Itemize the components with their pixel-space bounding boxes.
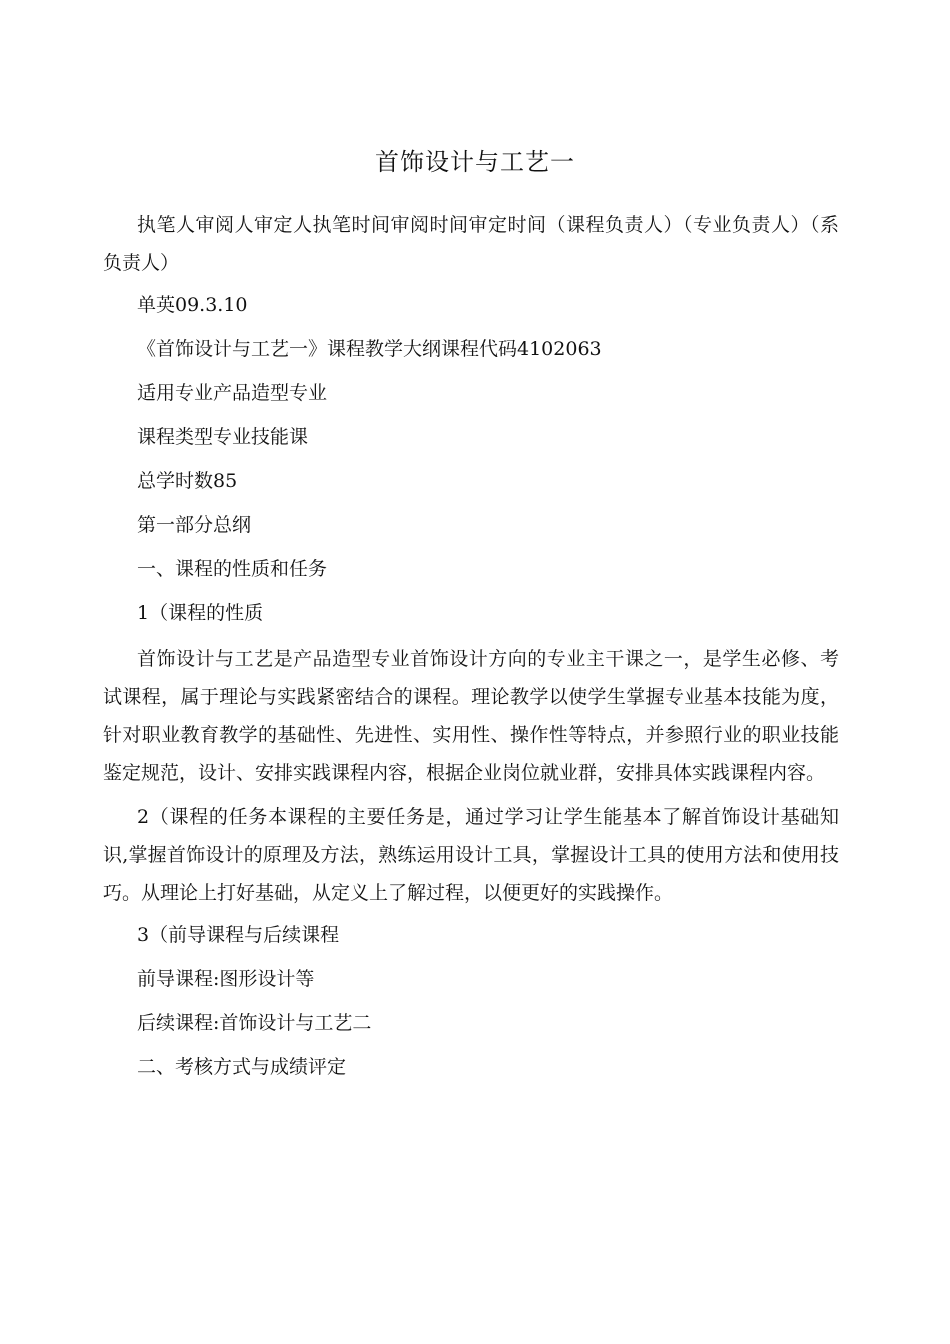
paragraph-total-hours: 总学时数85: [137, 470, 238, 492]
heading-section-two: 二、考核方式与成绩评定: [137, 1056, 347, 1078]
paragraph-author-date: 单英09.3.10: [137, 294, 248, 316]
heading-course-nature: 1（课程的性质: [137, 602, 264, 624]
document-title: 首饰设计与工艺一: [375, 148, 575, 176]
paragraph-course-type: 课程类型专业技能课: [137, 426, 309, 448]
paragraph-major: 适用专业产品造型专业: [137, 382, 328, 404]
paragraph-prior-course: 前导课程:图形设计等: [137, 968, 315, 990]
paragraph-course-task: 2（课程的任务本课程的主要任务是，通过学习让学生能基本了解首饰设计基础知识,掌握首饰设计的原理及方法，熟练运用设计工具，掌握设计工具的使用方法和使用技巧。从理论上打好基础，从定义上了解过程，以便更好的实践操作。: [103, 806, 839, 904]
heading-prerequisites: 3（前导课程与后续课程: [137, 924, 340, 946]
document-body: [103, 206, 839, 1094]
paragraph-course-code: 《首饰设计与工艺一》课程教学大纲课程代码4102063: [137, 338, 602, 360]
paragraph-authors: 执笔人审阅人审定人执笔时间审阅时间审定时间（课程负责人）（专业负责人）（系负责人）: [103, 214, 839, 274]
paragraph-course-nature: 首饰设计与工艺是产品造型专业首饰设计方向的专业主干课之一，是学生必修、考试课程，属于理论与实践紧密结合的课程。理论教学以使学生掌握专业基本技能为度，针对职业教育教学的基础性、先进性、实用性、操作性等特点，并参照行业的职业技能鉴定规范，设计、安排实践课程内容，根据企业岗位就业群，安排具体实践课程内容。: [103, 648, 839, 784]
heading-section-one: 一、课程的性质和任务: [137, 558, 328, 580]
paragraph-next-course: 后续课程:首饰设计与工艺二: [137, 1012, 372, 1034]
heading-part-one: 第一部分总纲: [137, 514, 252, 536]
